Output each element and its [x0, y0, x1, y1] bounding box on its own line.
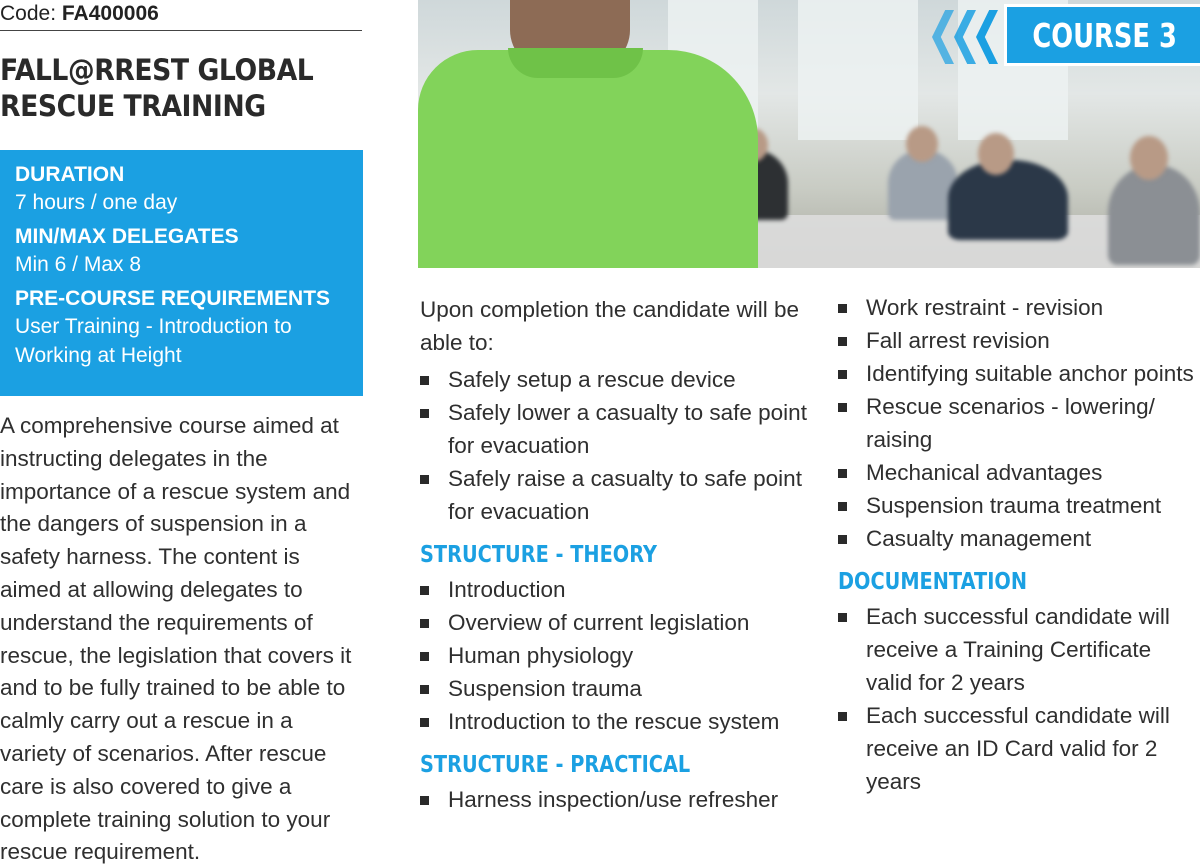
- chevron-left-icon: [954, 10, 976, 64]
- photo-attendee-head: [1130, 136, 1168, 180]
- course-title-line2: RESCUE TRAINING: [0, 89, 266, 123]
- list-item: Introduction: [420, 573, 815, 606]
- documentation-heading: DOCUMENTATION: [838, 569, 1028, 595]
- course-code-label: Code:: [0, 2, 57, 25]
- theory-list: [420, 573, 815, 738]
- prereq-value-line2: Working at Height: [15, 344, 182, 367]
- list-item: Mechanical advantages: [838, 456, 1200, 489]
- prereq-value-line1: User Training - Introduction to: [15, 315, 292, 338]
- list-item: Rescue scenarios - lowering/ raising: [838, 390, 1200, 456]
- prereq-label: PRE-COURSE REQUIREMENTS: [15, 287, 331, 310]
- photo-attendee: [1108, 165, 1200, 265]
- course-title-line1: FALL@RREST GLOBAL: [0, 53, 314, 87]
- list-item: Casualty management: [838, 522, 1200, 555]
- theory-heading: STRUCTURE - THEORY: [420, 542, 658, 568]
- list-item: Each successful candidate will receive a Training Certificate valid for 2 years: [838, 600, 1200, 699]
- chevron-left-icon: [976, 10, 998, 64]
- photo-speaker: [418, 50, 758, 268]
- course-badge-label: COURSE 3: [1032, 15, 1177, 55]
- chevron-left-icon: [932, 10, 954, 64]
- photo-attendee: [948, 160, 1068, 240]
- list-item: Harness inspection/use refresher: [420, 783, 815, 816]
- photo-speaker-collar: [508, 48, 643, 78]
- outcomes-lead: Upon completion the candidate will be able to:: [420, 297, 799, 355]
- list-item: Suspension trauma treatment: [838, 489, 1200, 522]
- prereq-value: [15, 312, 349, 370]
- course-description: A comprehensive course aimed at instructing delegates in the importance of a rescue system and the dangers of suspension in a safety harness. The content is aimed at allowing delegates to understand the requirements of rescue, the legislation that covers it and to be fully trained to be able to calmly carry out a rescue in a variety of scenarios. After rescue care is also covered to give a complete training solution to your rescue requirement.: [0, 413, 352, 865]
- course-badge: [932, 2, 1200, 66]
- photo-window: [798, 0, 918, 140]
- list-item: Safely lower a casualty to safe point for evacuation: [420, 396, 815, 462]
- right-column: [838, 291, 1200, 798]
- duration-label: DURATION: [15, 163, 125, 186]
- course-code: [0, 0, 362, 31]
- middle-column: [420, 293, 815, 816]
- documentation-list: [838, 600, 1200, 798]
- list-item: Safely raise a casualty to safe point for evacuation: [420, 462, 815, 528]
- practical-list-continued: [838, 291, 1200, 555]
- course-info-box: [0, 150, 363, 396]
- course-code-value: FA400006: [61, 2, 159, 25]
- photo-attendee-head: [906, 126, 938, 162]
- delegates-value: Min 6 / Max 8: [15, 253, 142, 276]
- list-item: Introduction to the rescue system: [420, 705, 815, 738]
- list-item: Overview of current legislation: [420, 606, 815, 639]
- practical-list: [420, 783, 815, 816]
- list-item: Each successful candidate will receive an ID Card valid for 2 years: [838, 699, 1200, 798]
- list-item: Human physiology: [420, 639, 815, 672]
- list-item: Work restraint - revision: [838, 291, 1200, 324]
- list-item: Identifying suitable anchor points: [838, 357, 1200, 390]
- duration-value: 7 hours / one day: [15, 191, 178, 214]
- delegates-label: MIN/MAX DELEGATES: [15, 225, 239, 248]
- outcomes-list: [420, 363, 815, 528]
- course-badge-box: [1004, 4, 1200, 66]
- photo-attendee-head: [978, 133, 1014, 175]
- list-item: Fall arrest revision: [838, 324, 1200, 357]
- list-item: Suspension trauma: [420, 672, 815, 705]
- list-item: Safely setup a rescue device: [420, 363, 815, 396]
- practical-heading: STRUCTURE - PRACTICAL: [420, 752, 691, 778]
- course-title: [0, 52, 333, 124]
